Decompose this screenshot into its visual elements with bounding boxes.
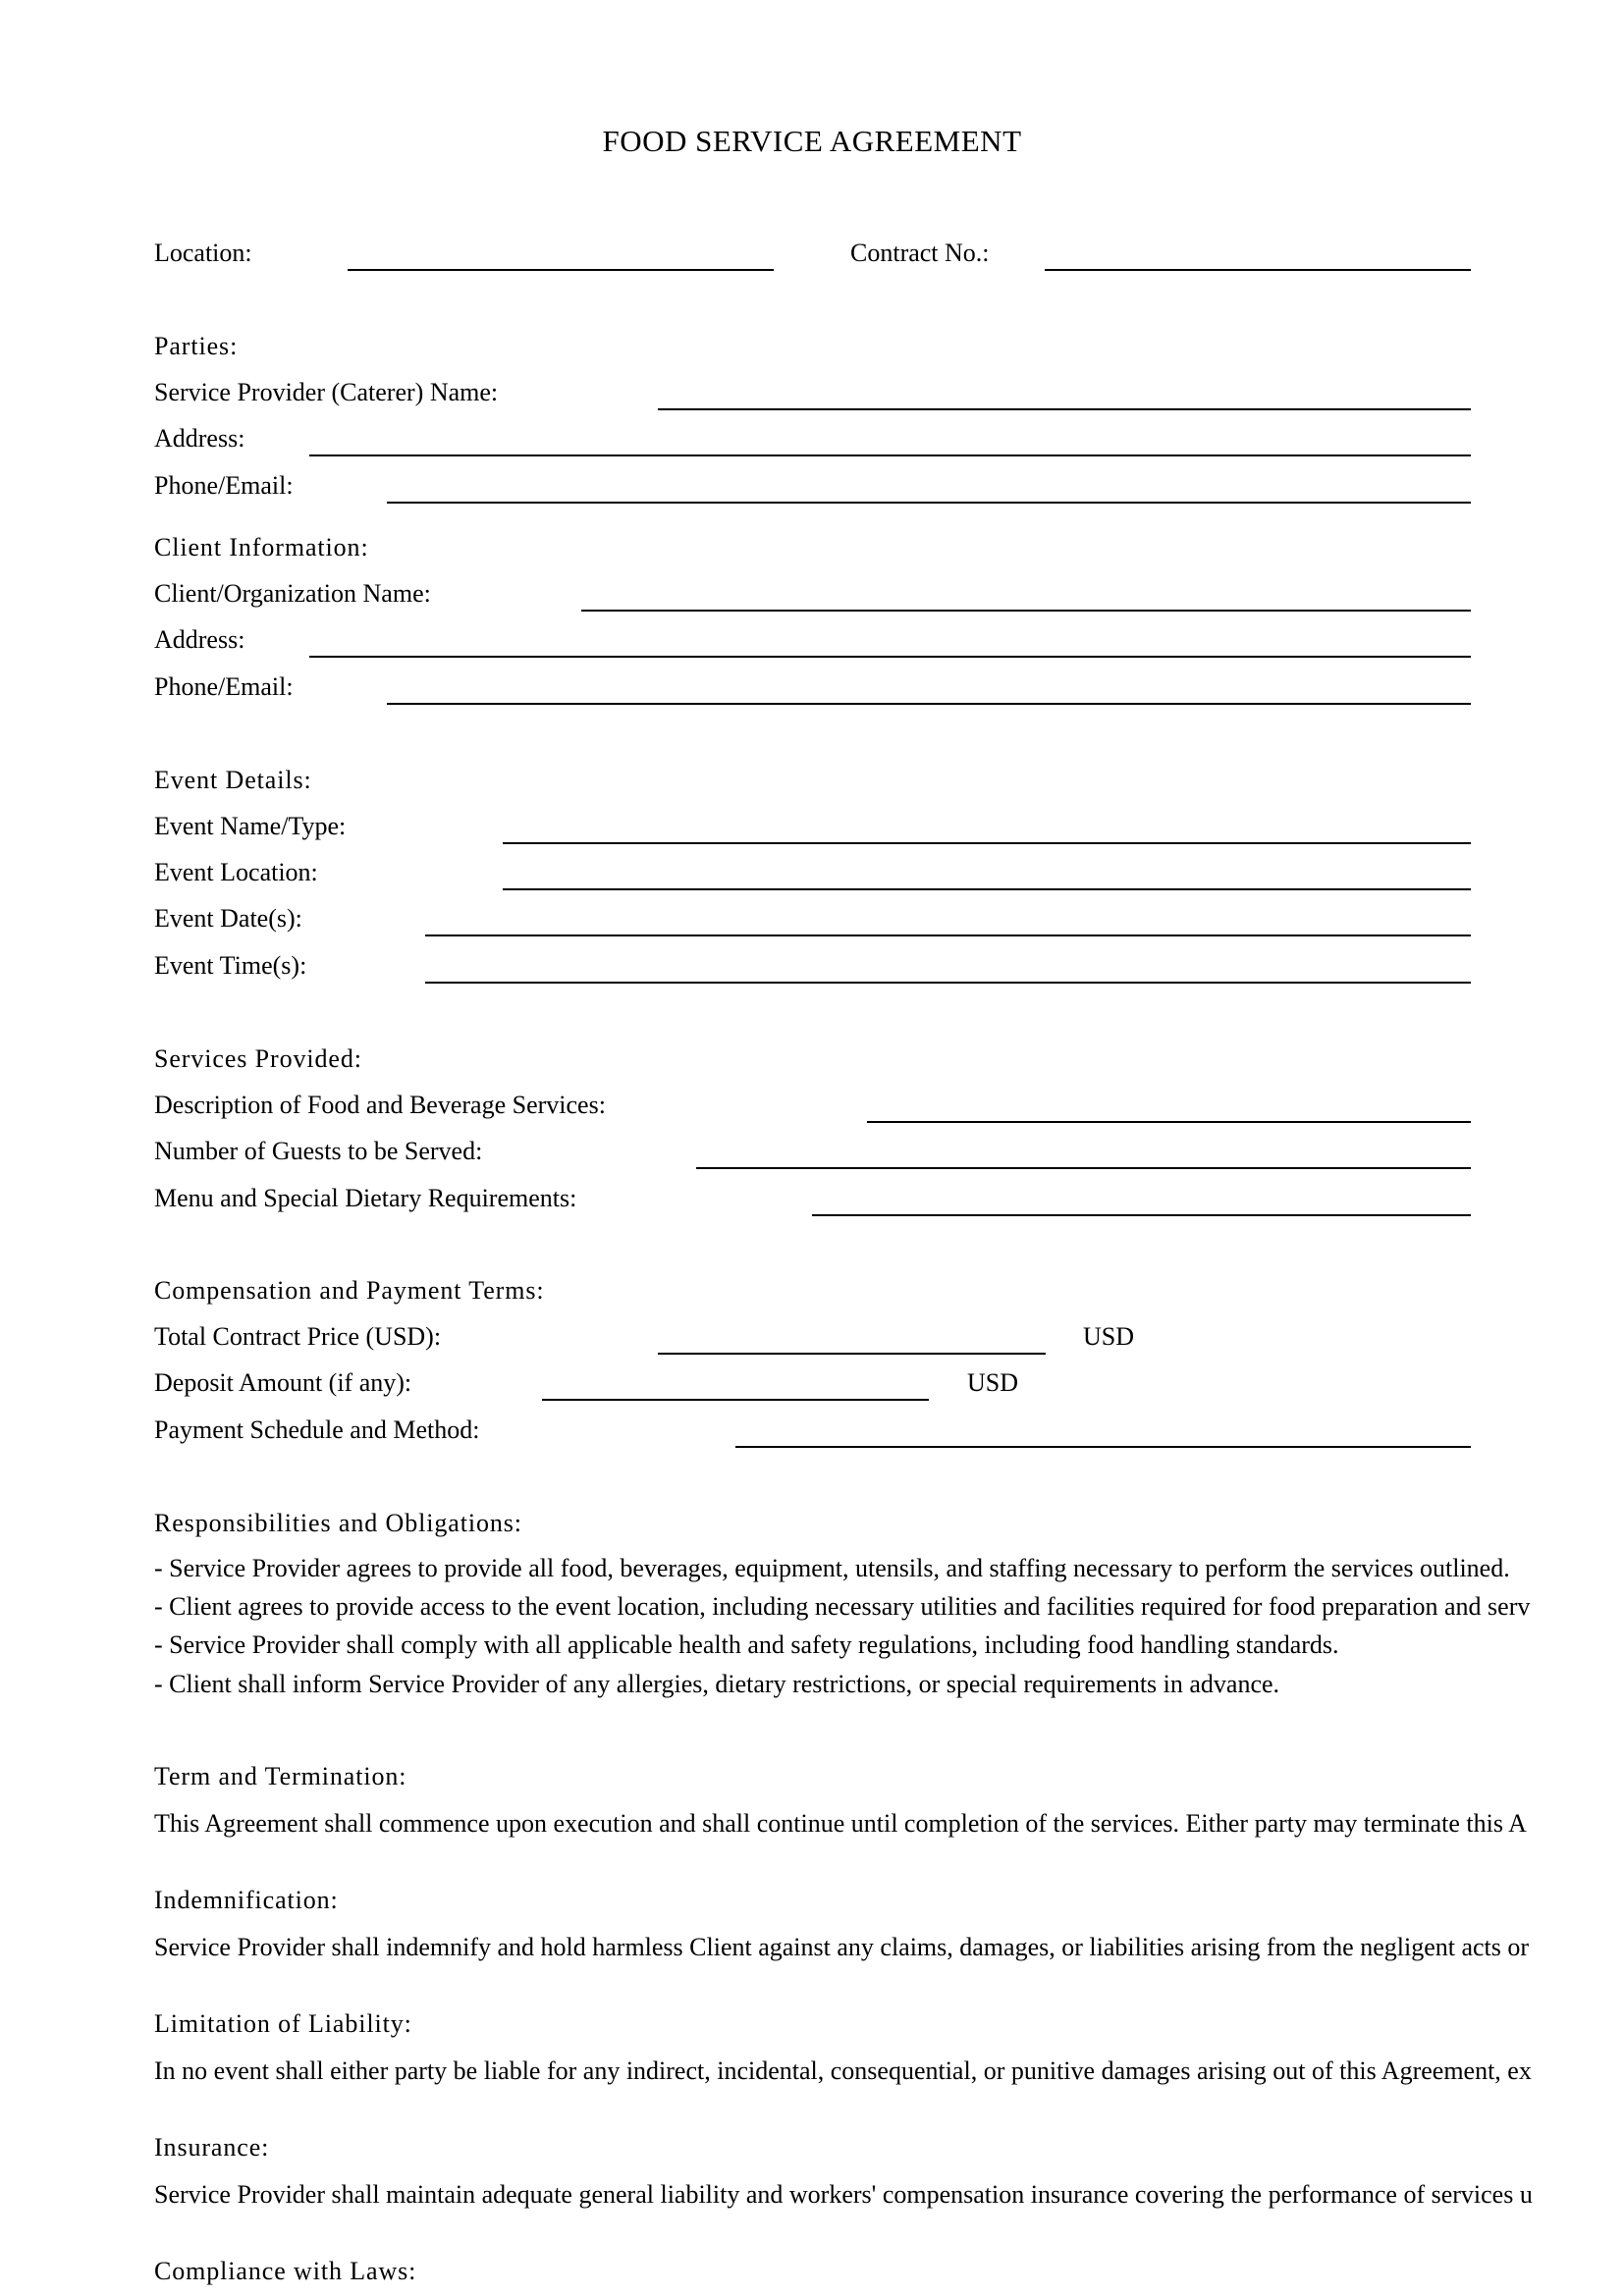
event-dates-field[interactable]: [425, 934, 1471, 936]
client-address-field[interactable]: [309, 656, 1471, 658]
menu-field[interactable]: [812, 1214, 1471, 1216]
event-name-label: Event Name/Type:: [154, 812, 347, 840]
responsibility-item: - Client shall inform Service Provider of any allergies, dietary restrictions, or special requirements in advance.: [154, 1670, 1280, 1698]
provider-address-field[interactable]: [309, 454, 1471, 456]
event-dates-label: Event Date(s):: [154, 904, 302, 933]
services-description-field[interactable]: [867, 1121, 1471, 1123]
compliance-heading: Compliance with Laws:: [154, 2257, 417, 2285]
indemnification-heading: Indemnification:: [154, 1886, 339, 1914]
responsibility-item: - Service Provider shall comply with all applicable health and safety regulations, including food handling standards.: [154, 1630, 1339, 1659]
contract-no-field[interactable]: [1045, 269, 1471, 271]
event-location-field[interactable]: [503, 888, 1471, 890]
provider-phone-label: Phone/Email:: [154, 471, 294, 500]
client-name-field[interactable]: [581, 610, 1471, 612]
provider-name-label: Service Provider (Caterer) Name:: [154, 378, 499, 406]
responsibility-item: - Client agrees to provide access to the event location, including necessary utilities and facilities required for food preparation and serv: [154, 1592, 1531, 1621]
menu-label: Menu and Special Dietary Requirements:: [154, 1184, 577, 1212]
provider-address-label: Address:: [154, 424, 245, 453]
event-location-label: Event Location:: [154, 858, 318, 886]
payment-schedule-field[interactable]: [735, 1446, 1471, 1448]
responsibility-item: - Service Provider agrees to provide all food, beverages, equipment, utensils, and staffing necessary to perform the services outlined.: [154, 1554, 1510, 1582]
indemnification-text: Service Provider shall indemnify and hold harmless Client against any claims, damages, or liabilities arising from the negligent acts or: [154, 1933, 1530, 1961]
compensation-heading: Compensation and Payment Terms:: [154, 1276, 545, 1305]
event-times-label: Event Time(s):: [154, 951, 307, 980]
guests-label: Number of Guests to be Served:: [154, 1137, 483, 1165]
parties-heading: Parties:: [154, 332, 239, 360]
responsibilities-heading: Responsibilities and Obligations:: [154, 1509, 522, 1537]
services-heading: Services Provided:: [154, 1044, 362, 1073]
insurance-text: Service Provider shall maintain adequate general liability and workers' compensation insurance covering the performance of services u: [154, 2180, 1533, 2209]
deposit-field[interactable]: [542, 1399, 929, 1401]
location-label: Location:: [154, 239, 252, 267]
term-heading: Term and Termination:: [154, 1762, 407, 1790]
liability-heading: Limitation of Liability:: [154, 2009, 412, 2038]
provider-name-field[interactable]: [658, 408, 1471, 410]
client-address-label: Address:: [154, 625, 245, 654]
term-text: This Agreement shall commence upon execution and shall continue until completion of the services. Either party may terminate this A: [154, 1809, 1527, 1838]
event-name-field[interactable]: [503, 842, 1471, 844]
event-times-field[interactable]: [425, 982, 1471, 984]
guests-field[interactable]: [696, 1167, 1471, 1169]
contract-no-label: Contract No.:: [850, 239, 990, 267]
location-field[interactable]: [348, 269, 774, 271]
total-price-unit: USD: [1083, 1322, 1135, 1351]
event-heading: Event Details:: [154, 766, 312, 794]
client-heading: Client Information:: [154, 533, 369, 561]
client-name-label: Client/Organization Name:: [154, 579, 431, 608]
liability-text: In no event shall either party be liable for any indirect, incidental, consequential, or punitive damages arising out of this Agreement, ex: [154, 2056, 1532, 2085]
provider-phone-field[interactable]: [387, 502, 1471, 504]
client-phone-label: Phone/Email:: [154, 672, 294, 701]
client-phone-field[interactable]: [387, 703, 1471, 705]
payment-schedule-label: Payment Schedule and Method:: [154, 1415, 480, 1444]
document-title: FOOD SERVICE AGREEMENT: [602, 124, 1022, 158]
insurance-heading: Insurance:: [154, 2133, 270, 2162]
total-price-label: Total Contract Price (USD):: [154, 1322, 442, 1351]
services-description-label: Description of Food and Beverage Services:: [154, 1091, 606, 1119]
deposit-label: Deposit Amount (if any):: [154, 1368, 412, 1397]
total-price-field[interactable]: [658, 1353, 1046, 1355]
deposit-unit: USD: [967, 1368, 1019, 1397]
